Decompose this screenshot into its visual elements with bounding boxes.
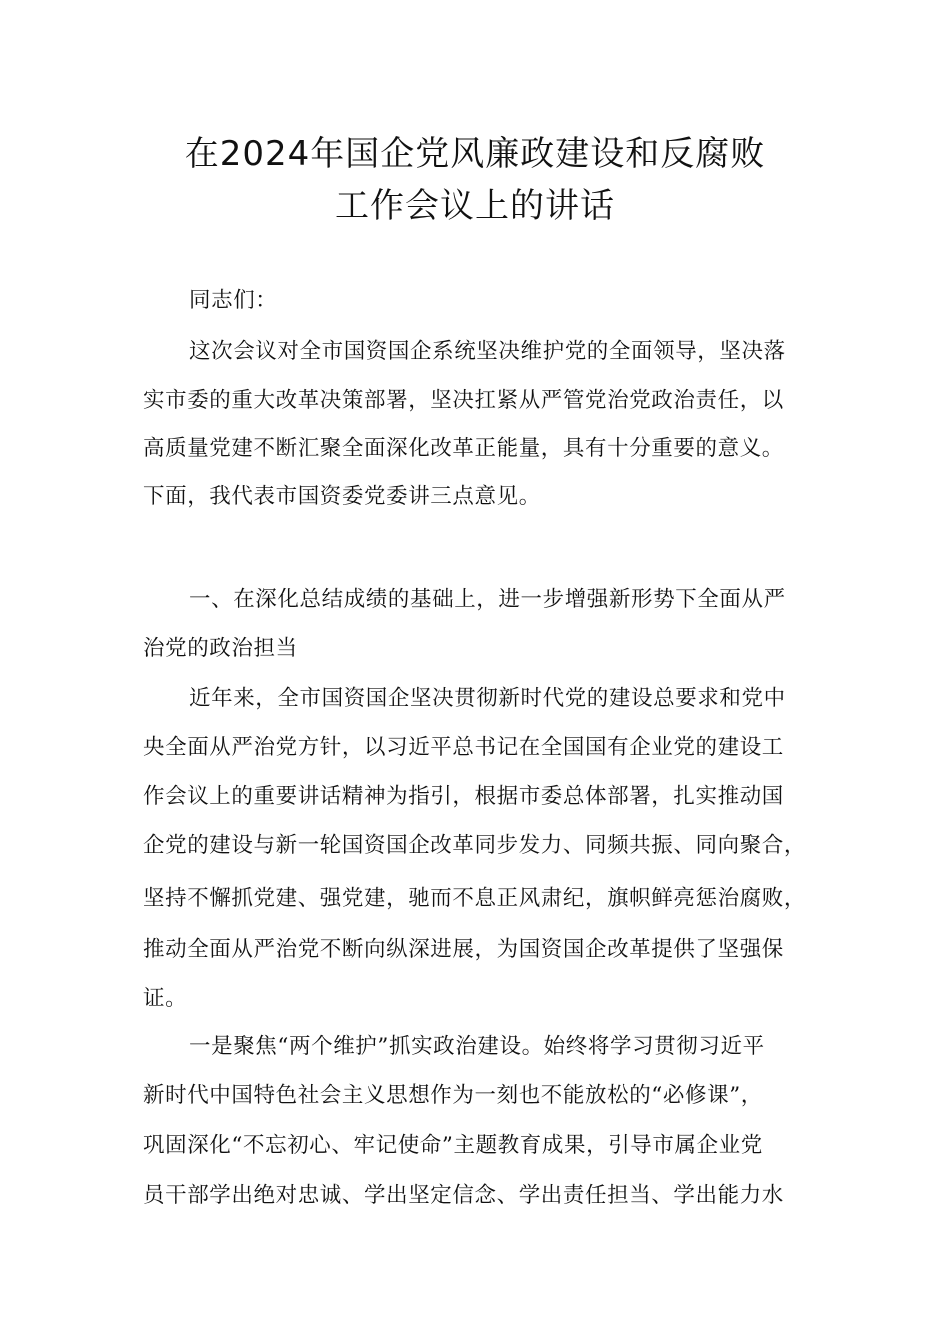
paragraph-line: 近年来，全市国资国企坚决贯彻新时代党的建设总要求和党中 xyxy=(189,686,786,711)
paragraph-line: 推动全面从严治党不断向纵深进展，为国资国企改革提供了坚强保 xyxy=(143,937,784,962)
document-title-line-2: 工作会议上的讲话 xyxy=(335,186,615,226)
document-title-line-1: 在2024年国企党风廉政建设和反腐败 xyxy=(184,134,766,174)
paragraph-line: 一是聚焦“两个维护”抓实政治建设。始终将学习贯彻习近平 xyxy=(189,1034,765,1059)
paragraph-line: 作会议上的重要讲话精神为指引，根据市委总体部署，扎实推动国 xyxy=(143,784,784,809)
paragraph-line: 新时代中国特色社会主义思想作为一刻也不能放松的“必修课”， xyxy=(143,1083,763,1108)
paragraph-line: 实市委的重大改革决策部署，坚决扛紧从严管党治党政治责任，以 xyxy=(143,388,784,413)
paragraph-line: 证。 xyxy=(143,986,188,1011)
paragraph-line: 下面，我代表市国资委党委讲三点意见。 xyxy=(143,484,541,509)
section-heading-line: 一、在深化总结成绩的基础上，进一步增强新形势下全面从严 xyxy=(189,587,786,612)
section-heading-line: 治党的政治担当 xyxy=(143,636,298,661)
paragraph-line: 央全面从严治党方针，以习近平总书记在全国国有企业党的建设工 xyxy=(143,735,784,760)
paragraph-line: 员干部学出绝对忠诚、学出坚定信念、学出责任担当、学出能力水 xyxy=(143,1183,784,1208)
paragraph-line: 企党的建设与新一轮国资国企改革同步发力、同频共振、同向聚合， xyxy=(143,833,807,858)
paragraph-line: 巩固深化“不忘初心、牢记使命”主题教育成果，引导市属企业党 xyxy=(143,1133,763,1158)
paragraph-line: 坚持不懈抓党建、强党建，驰而不息正风肃纪，旗帜鲜亮惩治腐败， xyxy=(143,886,807,911)
salutation: 同志们： xyxy=(189,288,278,313)
paragraph-line: 这次会议对全市国资国企系统坚决维护党的全面领导，坚决落 xyxy=(189,339,786,364)
paragraph-line: 高质量党建不断汇聚全面深化改革正能量，具有十分重要的意义。 xyxy=(143,436,784,461)
